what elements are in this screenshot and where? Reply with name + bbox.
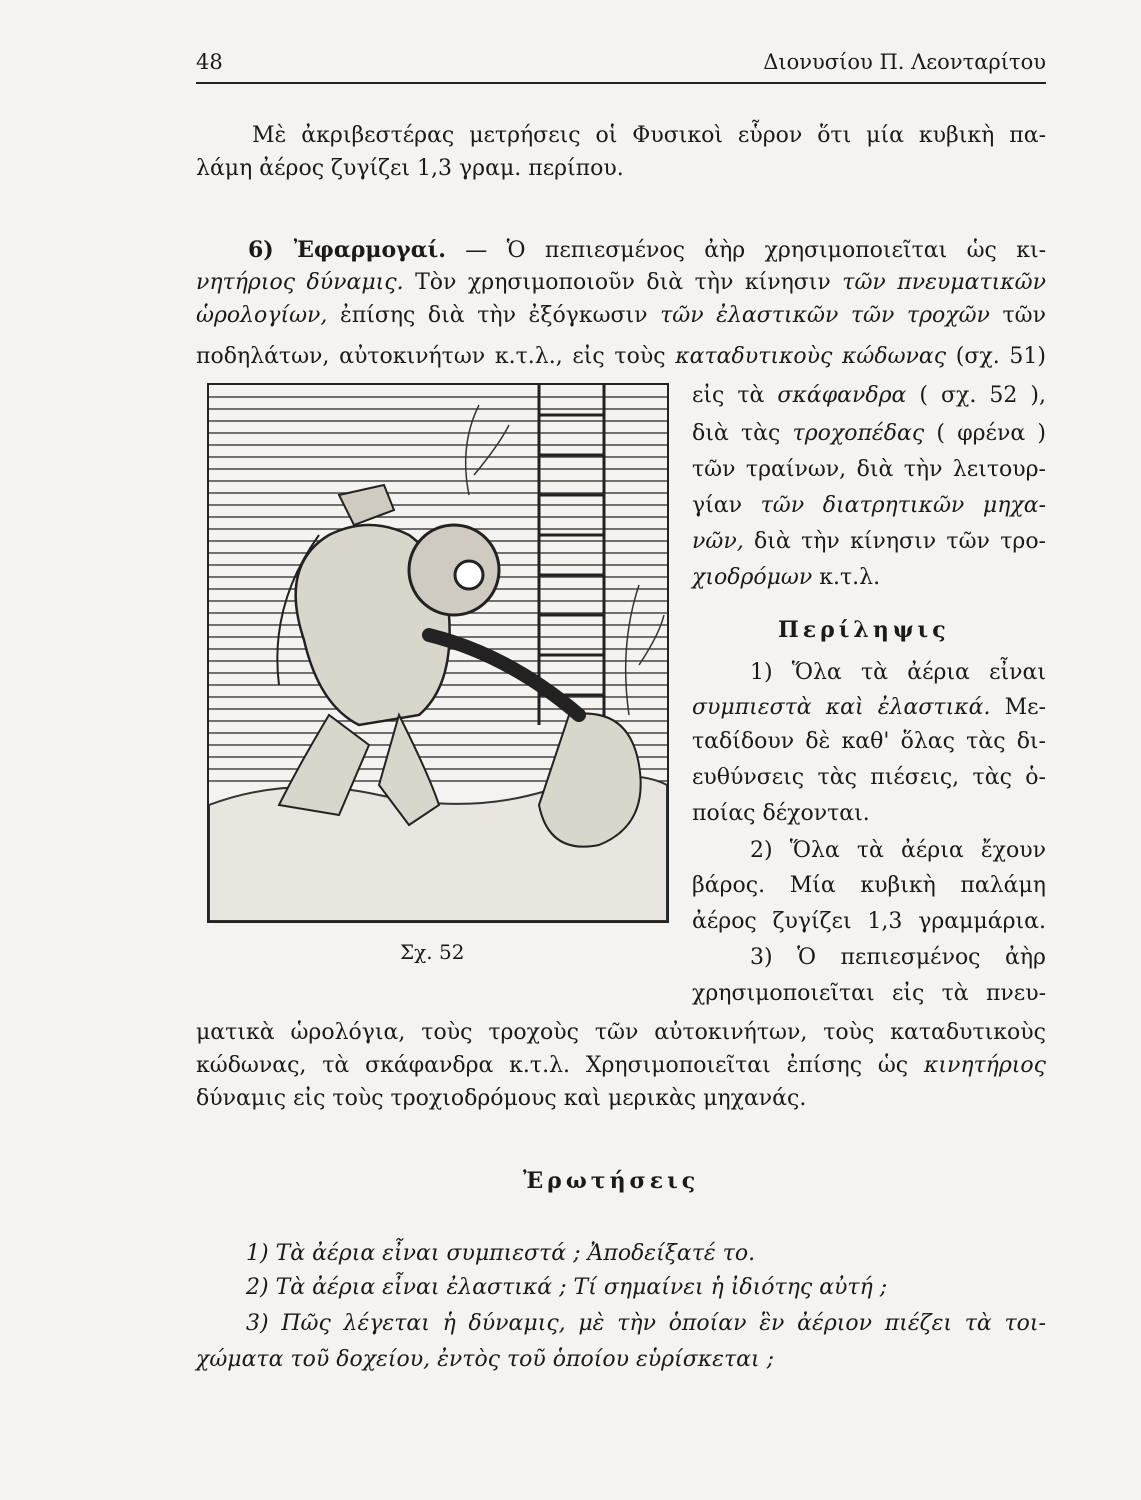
running-head-author: Διονυσίου Π. Λεονταρίτου: [763, 50, 1046, 74]
diving-helmet: [409, 525, 499, 615]
side-line: νῶν, διὰ τὴν κίνησιν τῶν τρο-: [692, 529, 1046, 554]
side-line: εἰς τὰ σκάφανδρα ( σχ. 52 ),: [692, 383, 1046, 408]
summary-cont-line: ματικὰ ὡρολόγια, τοὺς τροχοὺς τῶν αὐτοκινήτων, τοὺς καταδυτικοὺς: [196, 1020, 1046, 1045]
diver-illustration: [207, 383, 669, 923]
summary-cont-line: κώδωνας, τὰ σκάφανδρα κ.τ.λ. Χρησιμοποιεῖται ἐπίσης ὡς κινητήριος: [196, 1053, 1046, 1078]
summary-line: ταδίδουν δὲ καθ' ὅλας τὰς δι-: [692, 729, 1046, 754]
applications-heading: 6) Ἐφαρμογαί.: [248, 237, 446, 263]
summary-line: συμπιεστὰ καὶ ἐλαστικά. Με-: [692, 695, 1046, 720]
diver-drawing: [209, 385, 667, 921]
applications-line-3: ὡρολογίων, ἐπίσης διὰ τὴν ἐξόγκωσιν τῶν ἐλαστικῶν τῶν τροχῶν τῶν: [196, 303, 1046, 328]
summary-line: ευθύνσεις τὰς πιέσεις, τὰς ὁ-: [692, 765, 1046, 790]
question-item: 1) Τὰ ἀέρια εἶναι συμπιεστά ; Ἀποδείξατέ το.: [246, 1241, 756, 1266]
questions-heading: Ἐρωτήσεις: [523, 1168, 700, 1194]
applications-line-2: νητήριος δύναμις. Τὸν χρησιμοποιοῦν διὰ τὴν κίνησιν τῶν πνευματικῶν: [196, 270, 1046, 295]
helmet-window: [455, 561, 483, 589]
side-line: διὰ τὰς τροχοπέδας ( φρένα ): [692, 421, 1046, 446]
page-header: [196, 46, 1046, 84]
applications-line-1: 6) Ἐφαρμογαί. — Ὁ πεπιεσμένος ἀὴρ χρησιμοποιεῖται ὡς κι-: [248, 237, 1047, 263]
page-number: 48: [196, 50, 223, 74]
side-line: τῶν τραίνων, διὰ τὴν λειτουρ-: [692, 457, 1046, 482]
question-item: 2) Τὰ ἀέρια εἶναι ἐλαστικά ; Τί σημαίνει ἡ ἰδιότης αὐτή ;: [246, 1275, 888, 1300]
summary-line: ποίας δέχονται.: [692, 801, 870, 826]
diver-arm: [429, 635, 579, 715]
question-item: 3) Πῶς λέγεται ἡ δύναμις, μὲ τὴν ὁποίαν ἓν ἀέριον πιέζει τὰ τοι-: [246, 1311, 1046, 1336]
summary-line: βάρος. Μία κυβικὴ παλάμη: [692, 873, 1046, 898]
summary-line: χρησιμοποιεῖται εἰς τὰ πνευ-: [692, 981, 1046, 1006]
side-line: χιοδρόμων κ.τ.λ.: [692, 565, 881, 590]
summary-line: 2) Ὅλα τὰ ἀέρια ἔχουν: [750, 838, 1046, 863]
summary-heading: Περίληψις: [778, 617, 950, 643]
air-tank: [339, 485, 394, 525]
question-item: χώματα τοῦ δοχείου, ἐντὸς τοῦ ὁποίου εὑρίσκεται ;: [196, 1347, 775, 1372]
summary-cont-line: δύναμις εἰς τοὺς τροχιοδρόμους καὶ μερικὰς μηχανάς.: [196, 1086, 807, 1111]
figure-caption: Σχ. 52: [400, 940, 465, 964]
summary-line: 3) Ὁ πεπιεσμένος ἀὴρ: [750, 945, 1046, 970]
summary-line: 1) Ὅλα τὰ ἀέρια εἶναι: [750, 660, 1046, 685]
side-line: γίαν τῶν διατρητικῶν μηχα-: [692, 493, 1046, 518]
summary-line: ἀέρος ζυγίζει 1,3 γραμμάρια.: [692, 909, 1046, 934]
applications-line-4: ποδηλάτων, αὐτοκινήτων κ.τ.λ., εἰς τοὺς καταδυτικοὺς κώδωνας (σχ. 51): [196, 344, 1046, 369]
ladder: [539, 385, 604, 725]
intro-line-1: Μὲ ἀκριβεστέρας μετρήσεις οἱ Φυσικοὶ εὗρον ὅτι μία κυβικὴ πα-: [252, 123, 1046, 148]
intro-line-2: λάμη ἀέρος ζυγίζει 1,3 γραμ. περίπου.: [196, 156, 624, 181]
